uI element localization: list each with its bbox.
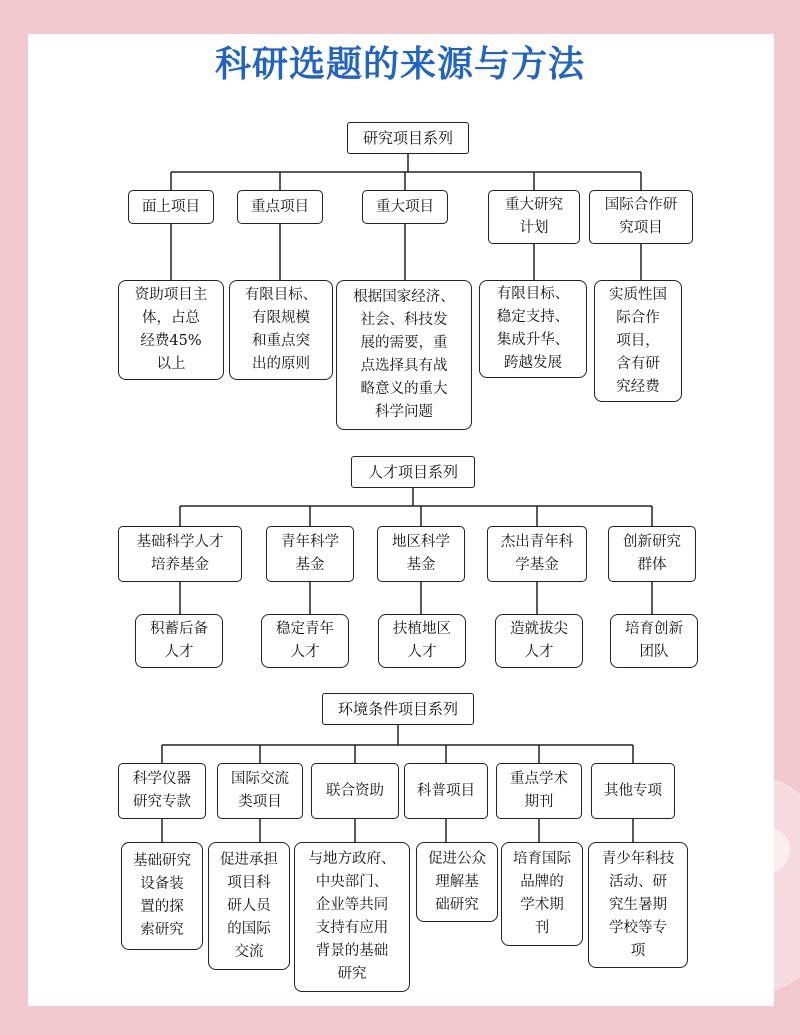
page-title: 科研选题的来源与方法: [214, 44, 585, 85]
description-box: 与地方政府、 中央部门、 企业等共同 支持有应用 背景的基础 研究: [294, 842, 410, 992]
description-box: 有限目标、 有限规模 和重点突 出的原则: [229, 280, 333, 380]
category-box: 国际合作研 究项目: [589, 190, 693, 244]
category-box: 创新研究 群体: [608, 526, 696, 582]
category-box: 面上项目: [128, 190, 214, 224]
description-box: 稳定青年 人才: [261, 614, 349, 668]
description-box: 促进公众 理解基 础研究: [416, 842, 498, 922]
description-box: 培育创新 团队: [610, 614, 698, 668]
description-box: 积蓄后备 人才: [135, 614, 223, 668]
category-box: 基础科学人才 培养基金: [118, 526, 242, 582]
description-box: 促进承担 项目科 研人员 的国际 交流: [208, 842, 290, 970]
description-box: 基础研究 设备装 置的探 索研究: [121, 842, 203, 950]
category-box: 国际交流 类项目: [217, 763, 303, 819]
description-box: 有限目标、 稳定支持、 集成升华、 跨越发展: [479, 280, 587, 378]
category-box: 联合资助: [311, 763, 399, 819]
section-header-research: 研究项目系列: [347, 122, 469, 154]
description-box: 培育国际 品牌的 学术期 刊: [501, 842, 583, 946]
section-header-environment: 环境条件项目系列: [322, 693, 474, 725]
description-box: 实质性国 际合作 项目， 含有研 究经费: [594, 280, 682, 402]
category-box: 其他专项: [591, 763, 675, 819]
category-box: 重点学术 期刊: [496, 763, 582, 819]
section-header-talent: 人才项目系列: [351, 456, 475, 488]
category-box: 科学仪器 研究专款: [118, 763, 206, 819]
category-box: 重大研究 计划: [488, 190, 580, 244]
category-box: 杰出青年科 学基金: [487, 526, 587, 582]
description-box: 资助项目主 体，占总 经费45% 以上: [118, 280, 224, 380]
category-box: 青年科学 基金: [266, 526, 354, 582]
category-box: 地区科学 基金: [377, 526, 465, 582]
description-box: 青少年科技 活动、研 究生暑期 学校等专 项: [588, 842, 688, 968]
description-box: 根据国家经济、 社会、科技发 展的需要，重 点选择具有战 略意义的重大 科学问题: [336, 280, 472, 430]
description-box: 扶植地区 人才: [378, 614, 466, 668]
category-box: 科普项目: [404, 763, 488, 819]
category-box: 重大项目: [362, 190, 448, 224]
category-box: 重点项目: [237, 190, 323, 224]
description-box: 造就拔尖 人才: [495, 614, 583, 668]
